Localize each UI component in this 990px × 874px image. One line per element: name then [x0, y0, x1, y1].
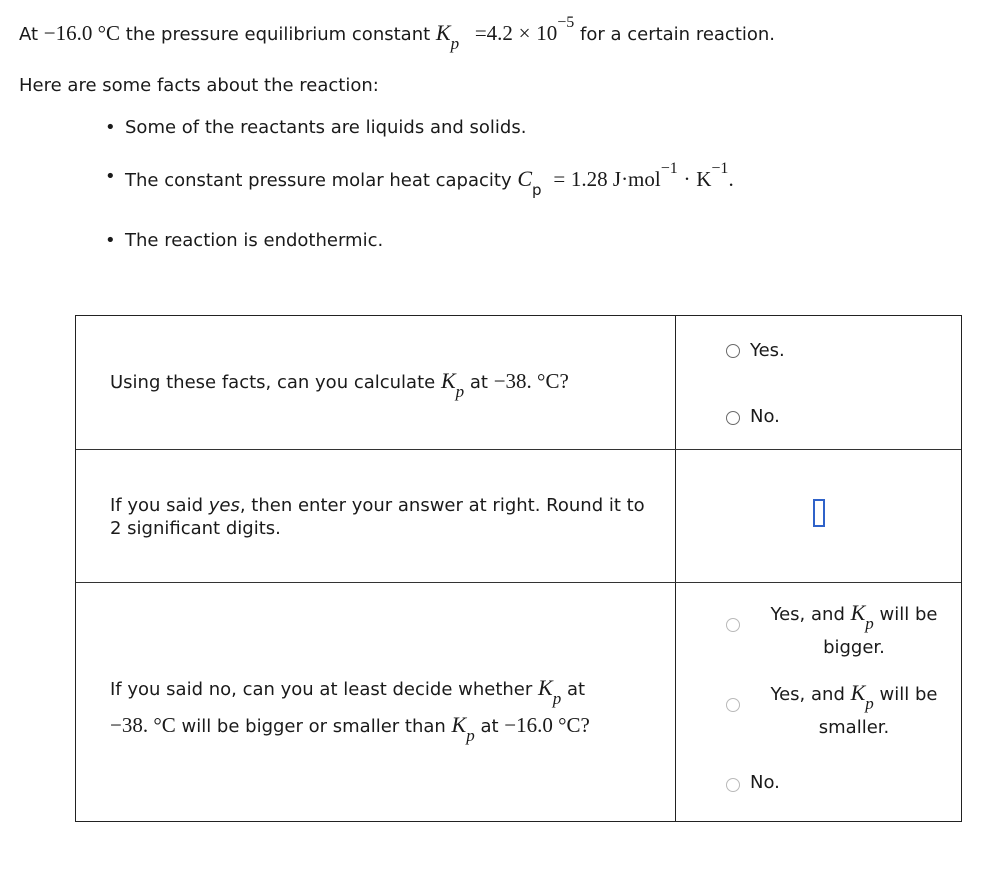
cp-value: 1.28 J·mol [570, 167, 661, 191]
fact-item-2 [105, 160, 734, 199]
question-1 [110, 368, 569, 401]
kp-symbol: K [850, 680, 866, 705]
fact-text: Some of the reactants are liquids and solids. [125, 117, 527, 138]
kp-answer-input[interactable] [813, 499, 825, 527]
no-decide-label[interactable]: No. [750, 772, 780, 793]
kp-subscript: p [865, 694, 874, 713]
facts-heading: Here are some facts about the reaction: [19, 75, 379, 96]
kp-subscript: p [450, 34, 460, 53]
smaller-label[interactable] [764, 676, 944, 744]
cp-period: . [728, 167, 734, 191]
question-3-text: If you said no, can you at least decide whether [110, 679, 533, 700]
intro-temperature: −16.0 °C [43, 21, 121, 45]
bullet-icon: • [105, 230, 116, 251]
bullet-icon: • [105, 166, 116, 187]
no-decide-radio[interactable] [726, 778, 740, 792]
smaller-label-b: will be [879, 684, 938, 705]
cp-subscript: p [532, 181, 542, 199]
bigger-radio[interactable] [726, 618, 740, 632]
kp-symbol: K [440, 368, 456, 393]
fact-item-1 [105, 117, 527, 138]
question-2-text: If you said [110, 495, 203, 516]
cp-equals: = [553, 167, 566, 191]
bullet-icon: • [105, 117, 116, 138]
kp-subscript: p [466, 726, 475, 745]
fact-text: The constant pressure molar heat capacity [125, 170, 512, 191]
cp-exponent-2: −1 [711, 160, 729, 177]
smaller-radio[interactable] [726, 698, 740, 712]
power-exponent: −5 [557, 14, 575, 31]
question-1-temperature: −38. °C? [493, 369, 569, 393]
times-sign: × [518, 21, 531, 45]
yes-radio[interactable] [726, 344, 740, 358]
kp-symbol: K [538, 675, 553, 700]
kp-coefficient: 4.2 [486, 21, 513, 45]
question-1-at: at [469, 372, 488, 393]
cp-kelvin: K [696, 167, 712, 191]
intro-at: At [19, 24, 39, 45]
question-3-temperature: −38. °C [110, 713, 176, 737]
bigger-label-a: Yes, and [770, 604, 845, 625]
kp-symbol: K [451, 712, 467, 737]
no-label[interactable]: No. [750, 406, 780, 427]
question-3 [110, 670, 590, 744]
question-1-text: Using these facts, can you calculate [110, 372, 436, 393]
row-divider [76, 582, 961, 583]
question-3-at-2: at [480, 716, 499, 737]
problem-statement [19, 14, 776, 53]
yes-label[interactable]: Yes. [750, 340, 785, 361]
question-2-text-cont: , then enter your answer at right. Round it to [239, 495, 645, 516]
bigger-label-c: bigger. [823, 637, 885, 658]
bigger-label-b: will be [879, 604, 938, 625]
intro-text: the pressure equilibrium constant [125, 24, 431, 45]
bigger-label[interactable] [764, 596, 944, 664]
kp-subscript: p [865, 614, 874, 633]
kp-subscript: p [552, 689, 562, 708]
cp-dot: · [683, 167, 691, 191]
intro-text-end: for a certain reaction. [580, 24, 776, 45]
cp-exponent-1: −1 [660, 160, 678, 177]
row-divider [76, 449, 961, 450]
no-radio[interactable] [726, 411, 740, 425]
question-2-line-2: 2 significant digits. [110, 518, 281, 539]
question-3-temperature-2: −16.0 °C? [504, 713, 590, 737]
kp-symbol: K [435, 20, 451, 45]
column-divider [675, 316, 676, 821]
cp-symbol: C [517, 166, 533, 191]
smaller-label-c: smaller. [818, 717, 890, 738]
equals-sign: = [474, 21, 487, 45]
fact-item-3 [105, 230, 384, 251]
question-2-yes-emphasis: yes [208, 495, 240, 516]
power-base: 10 [536, 21, 558, 45]
question-2 [110, 494, 645, 540]
question-3-at: at [566, 679, 586, 700]
question-table [75, 315, 962, 822]
smaller-label-a: Yes, and [770, 684, 845, 705]
kp-subscript: p [455, 382, 465, 401]
question-3-text-cont: will be bigger or smaller than [181, 716, 446, 737]
kp-symbol: K [850, 600, 866, 625]
fact-text: The reaction is endothermic. [125, 230, 384, 251]
